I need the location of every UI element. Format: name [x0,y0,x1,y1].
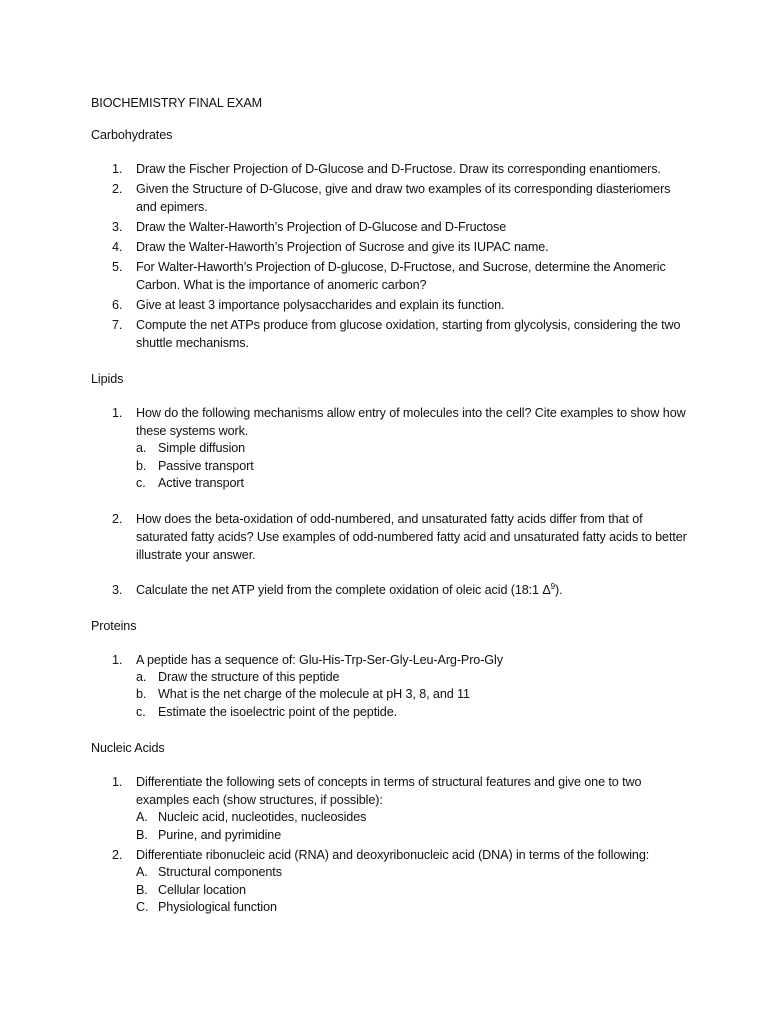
sub-question-text: Purine, and pyrimidine [158,827,282,842]
sub-question-text: What is the net charge of the molecule at pH 3, 8, and 11 [158,687,470,701]
question-text: How does the beta-oxidation of odd-numbered, and unsaturated fatty acids differ from that of saturated fatty acids? Use examples of odd-numbered fatty acid and unsaturated fatty acids to better illustrate your answer. [136,511,687,562]
sub-question-item [136,686,688,704]
question-number: 1. [112,652,123,667]
sub-question-letter: b. [136,687,147,701]
sub-question-list [136,809,688,844]
sub-question-letter: c. [136,476,146,490]
question-item [91,316,688,352]
sub-question-text: Active transport [158,476,244,490]
sub-question-item [136,899,688,917]
question-text: Draw the Walter-Haworth’s Projection of Sucrose and give its IUPAC name. [136,240,549,254]
exam-title: BIOCHEMISTRY FINAL EXAM [91,96,263,110]
question-number: 2. [112,848,123,862]
question-text: Give at least 3 importance polysaccharides and explain its function. [136,298,505,312]
question-number: 2. [112,182,123,196]
question-text: Calculate the net ATP yield from the complete oxidation of oleic acid (18:1 Δ [136,582,551,597]
question-text: Differentiate the following sets of concepts in terms of structural features and give one to two examples each (show structures, if possible): [136,775,642,807]
section-heading-nucleic-acids: Nucleic Acids [91,741,165,755]
sub-question-text: Simple diffusion [158,441,246,455]
sub-question-letter: C. [136,900,149,914]
question-number: 4. [112,240,123,254]
question-item [91,846,688,917]
question-item [91,404,688,493]
sub-question-item [136,475,688,493]
sub-question-item [136,827,688,845]
question-item [91,180,688,216]
section-heading-proteins: Proteins [91,618,137,633]
question-list-carbohydrates [91,160,688,352]
sub-question-text: Structural components [158,865,282,879]
section-heading-lipids: Lipids [91,372,124,386]
sub-question-text: Passive transport [158,458,254,473]
sub-question-letter: b. [136,458,147,473]
sub-question-letter: a. [136,441,147,455]
section-lipids [91,370,688,599]
question-text: For Walter-Haworth’s Projection of D-glucose, D-Fructose, and Sucrose, determine the Anomeric Carbon. What is the importance of anomeric carbon? [136,260,666,292]
sub-question-letter: a. [136,669,147,684]
superscript-nine: 9 [550,581,556,591]
question-item [91,773,688,844]
question-text: Draw the Walter-Haworth’s Projection of D-Glucose and D-Fructose [136,220,507,234]
question-number: 3. [112,220,123,234]
question-item [91,258,688,294]
sub-question-text: Cellular location [158,882,246,897]
question-item [91,510,688,564]
question-text: A peptide has a sequence of: Glu-His-Trp-Ser-Gly-Leu-Arg-Pro-Gly [136,652,503,667]
section-heading-carbohydrates: Carbohydrates [91,128,173,142]
sub-question-item [136,809,688,827]
question-text: How do the following mechanisms allow entry of molecules into the cell? Cite examples to show how these systems work. [136,406,686,438]
sub-question-text: Physiological function [158,900,277,914]
question-item [91,218,688,236]
sub-question-letter: A. [136,810,148,824]
sub-question-list [136,440,688,493]
sub-question-item [136,440,688,458]
question-text: Given the Structure of D-Glucose, give and draw two examples of its corresponding diasteriomers and epimers. [136,182,671,214]
sub-question-letter: A. [136,865,148,879]
question-number: 1. [112,406,123,420]
section-proteins [91,617,688,722]
question-item [91,296,688,314]
question-number: 6. [112,298,123,312]
sub-question-item [136,458,688,476]
sub-question-text: Estimate the isoelectric point of the peptide. [158,704,398,719]
question-number: 1. [112,162,123,176]
question-number: 2. [112,511,123,526]
question-text: Draw the Fischer Projection of D-Glucose and D-Fructose. Draw its corresponding enantiomers. [136,162,661,176]
question-number: 7. [112,318,123,332]
sub-question-item [136,704,688,722]
question-number: 3. [112,582,123,597]
sub-question-text: Nucleic acid, nucleotides, nucleosides [158,810,367,824]
sub-question-letter: B. [136,882,148,897]
question-text-end: ). [555,582,563,597]
sub-question-text: Draw the structure of this peptide [158,669,340,684]
sub-question-letter: c. [136,704,146,719]
question-text: Compute the net ATPs produce from glucose oxidation, starting from glycolysis, considering the two shuttle mechanisms. [136,318,681,350]
sub-question-letter: B. [136,827,148,842]
section-nucleic-acids [91,739,688,917]
question-text: Differentiate ribonucleic acid (RNA) and deoxyribonucleic acid (DNA) in terms of the following: [136,848,650,862]
sub-question-list [136,669,688,722]
question-item [91,651,688,722]
question-item [91,160,688,178]
section-carbohydrates [91,126,688,352]
question-number: 1. [112,775,123,789]
sub-question-item [136,882,688,900]
question-list-proteins [91,651,688,722]
sub-question-item [136,864,688,882]
question-item [91,238,688,256]
sub-question-item [136,669,688,687]
question-number: 5. [112,260,123,274]
question-item [91,581,688,599]
question-list-lipids [91,404,688,599]
question-list-nucleic-acids [91,773,688,917]
sub-question-list [136,864,688,917]
